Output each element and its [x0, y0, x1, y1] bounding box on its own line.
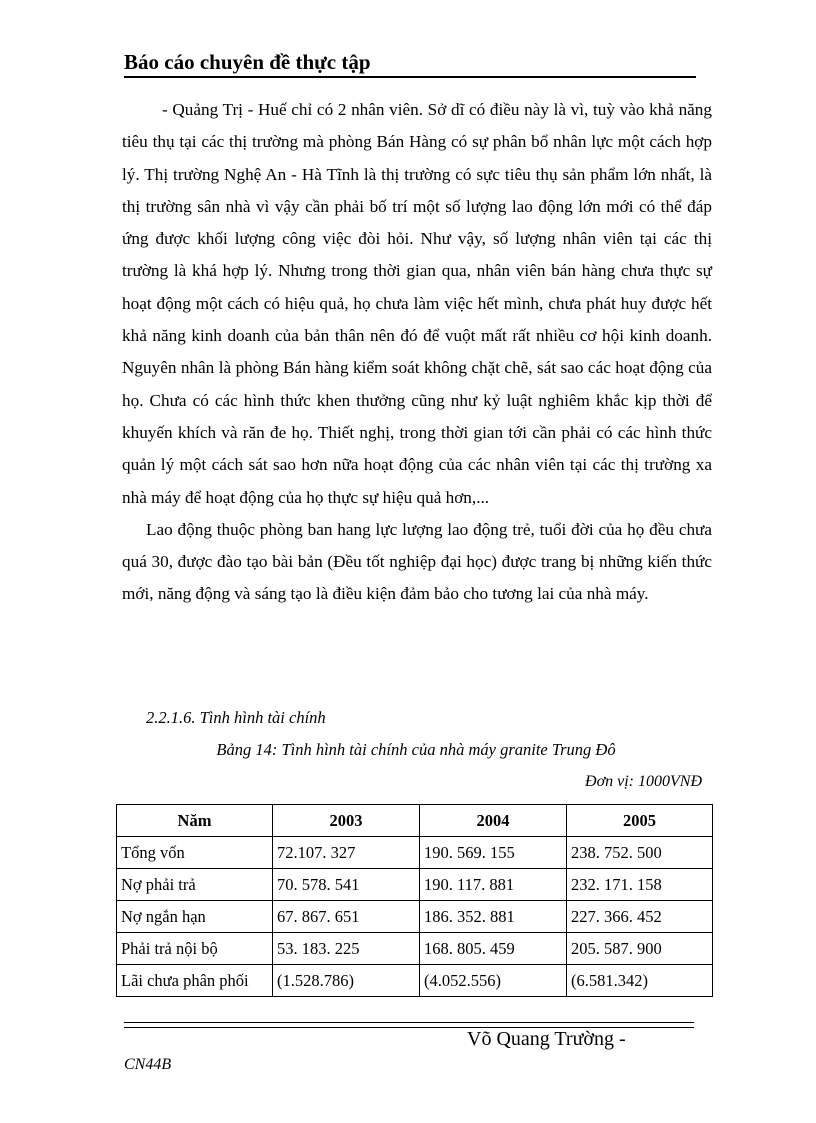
author-name: Võ Quang Trường -: [467, 1028, 626, 1050]
table-row: [117, 965, 713, 997]
table-cell: 238. 752. 500: [567, 837, 713, 869]
row-label: Lãi chưa phân phối: [117, 965, 273, 997]
header-cell-year: Năm: [117, 805, 273, 837]
table-row: [117, 869, 713, 901]
table-cell: (6.581.342): [567, 965, 713, 997]
paragraph-2: Lao động thuộc phòng ban hang lực lượng lao động trẻ, tuổi đời của họ đều chưa quá 30, được đào tạo bài bản (Đều tốt nghiệp đại học) được trang bị những kiến thức mới, năng động và sáng tạo là điều kiện đảm bảo cho tương lai của nhà máy.: [122, 519, 712, 604]
table-cell: 227. 366. 452: [567, 901, 713, 933]
table-cell: 70. 578. 541: [273, 869, 420, 901]
table-cell: (1.528.786): [273, 965, 420, 997]
body-text: [122, 94, 712, 611]
financial-table: [116, 804, 713, 997]
row-label: Phải trả nội bộ: [117, 933, 273, 965]
table-row: [117, 933, 713, 965]
row-label: Tổng vốn: [117, 837, 273, 869]
report-title: Báo cáo chuyên đề thực tập: [124, 50, 371, 74]
table-cell: 190. 117. 881: [420, 869, 567, 901]
page-header: [124, 48, 696, 78]
row-label: Nợ phải trả: [117, 869, 273, 901]
table-cell: 232. 171. 158: [567, 869, 713, 901]
table-cell: 190. 569. 155: [420, 837, 567, 869]
table-row: [117, 901, 713, 933]
table-cell: 168. 805. 459: [420, 933, 567, 965]
header-cell-2004: 2004: [420, 805, 567, 837]
table-caption: [0, 740, 816, 760]
class-code: CN44B: [124, 1056, 172, 1073]
unit-label: Đơn vị: 1000VNĐ: [585, 773, 702, 790]
table-row: [117, 837, 713, 869]
section-heading: 2.2.1.6. Tình hình tài chính: [146, 708, 326, 727]
table-header-row: [117, 805, 713, 837]
table-cell: 72.107. 327: [273, 837, 420, 869]
table-cell: (4.052.556): [420, 965, 567, 997]
table-caption-text: Bảng 14: Tình hình tài chính của nhà máy granite Trung Đô: [216, 740, 616, 759]
header-cell-2003: 2003: [273, 805, 420, 837]
paragraph-1: - Quảng Trị - Huế chỉ có 2 nhân viên. Sở dĩ có điều này là vì, tuỳ vào khả năng tiêu thụ tại các thị trường mà phòng Bán Hàng có sự phân bổ nhân lực một cách hợp lý. Thị trường Nghệ An - Hà Tĩnh là thị trường có sực tiêu thụ sản phẩm lớn nhất, là thị trường sân nhà vì vậy cần phải bố trí một số lượng lao động lớn mới có thể đáp ứng được khối lượng công việc đòi hỏi. Như vậy, số lượng nhân viên tại các thị trường là khá hợp lý. Nhưng trong thời gian qua, nhân viên bán hàng chưa thực sự hoạt động một cách có hiệu quả, họ chưa làm việc hết mình, chưa phát huy được hết khả năng kinh doanh của bản thân nên đó để vuột mất rất nhiều cơ hội kinh doanh. Nguyên nhân là phòng Bán hàng kiểm soát không chặt chẽ, sát sao các hoạt động của họ. Chưa có các hình thức khen thưởng cũng như kỷ luật nghiêm khắc kịp thời để khuyến khích và răn đe họ. Thiết nghị, trong thời gian tới cần phải có các hình thức quản lý một cách sát sao hơn nữa hoạt động của các nhân viên tại các thị trường xa nhà máy để hoạt động của họ thực sự hiệu quả hơn,...: [122, 100, 712, 507]
table-cell: 53. 183. 225: [273, 933, 420, 965]
table-cell: 205. 587. 900: [567, 933, 713, 965]
header-cell-2005: 2005: [567, 805, 713, 837]
table-cell: 67. 867. 651: [273, 901, 420, 933]
table-cell: 186. 352. 881: [420, 901, 567, 933]
row-label: Nợ ngắn hạn: [117, 901, 273, 933]
